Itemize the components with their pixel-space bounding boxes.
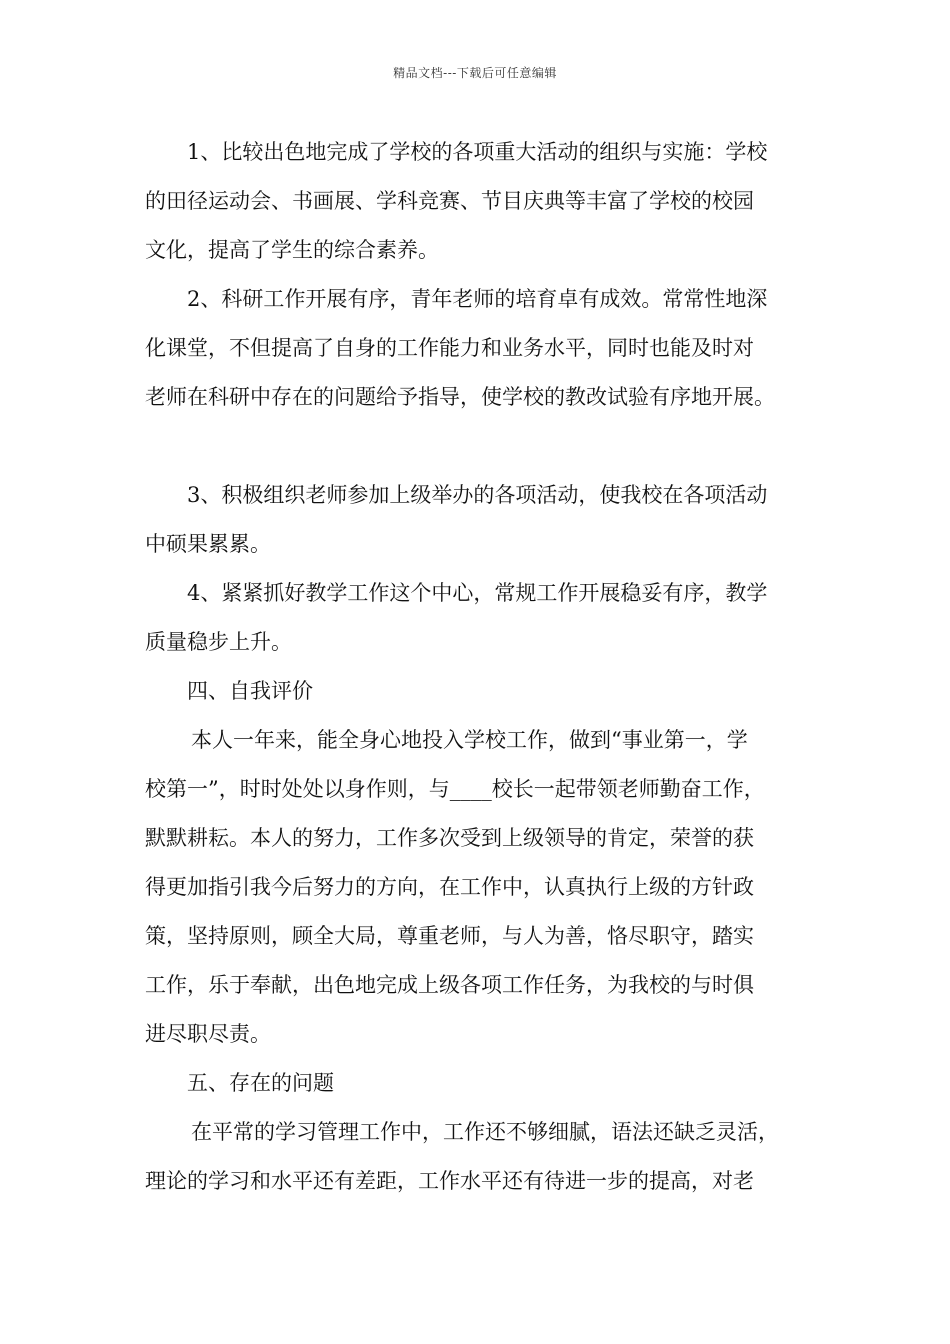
paragraph-line: 进尽职尽责。 — [145, 1022, 271, 1046]
paragraph-line: 本人一年来，能全身心地投入学校工作，做到“事业第一，学 — [191, 728, 748, 752]
paragraph-line: 中硕果累累。 — [145, 532, 271, 556]
paragraph-line: 校第一”，时时处处以身作则，与____校长一起带领老师勤奋工作， — [145, 777, 765, 801]
paragraph-line: 得更加指引我今后努力的方向，在工作中，认真执行上级的方针政 — [145, 875, 754, 899]
paragraph-line: 策，坚持原则，顾全大局，尊重老师，与人为善，恪尽职守，踏实 — [145, 924, 754, 948]
paragraph-line: 理论的学习和水平还有差距，工作水平还有待进一步的提高，对老 — [145, 1169, 754, 1193]
paragraph-line: 质量稳步上升。 — [145, 630, 292, 654]
paragraph-line: 在平常的学习管理工作中，工作还不够细腻，语法还缺乏灵活， — [191, 1120, 779, 1144]
document-body — [145, 128, 835, 1206]
paragraph-line: 4、紧紧抓好教学工作这个中心，常规工作开展稳妥有序，教学 — [187, 581, 768, 605]
paragraph-line: 化课堂，不但提高了自身的工作能力和业务水平，同时也能及时对 — [145, 336, 754, 360]
paragraph-line: 默默耕耘。本人的努力，工作多次受到上级领导的肯定，荣誉的获 — [145, 826, 754, 850]
page-header: 精品文档---下载后可任意编辑 — [393, 66, 557, 80]
section-heading-self-evaluation: 四、自我评价 — [187, 679, 313, 703]
paragraph-line: 文化，提高了学生的综合素养。 — [145, 238, 439, 262]
paragraph-line: 2、科研工作开展有序，青年老师的培育卓有成效。常常性地深 — [187, 287, 768, 311]
paragraph-line: 3、积极组织老师参加上级举办的各项活动，使我校在各项活动 — [187, 483, 768, 507]
paragraph-gap — [145, 422, 835, 471]
paragraph-line: 的田径运动会、书画展、学科竞赛、节目庆典等丰富了学校的校园 — [145, 189, 754, 213]
paragraph-line: 工作，乐于奉献，出色地完成上级各项工作任务，为我校的与时俱 — [145, 973, 754, 997]
paragraph-line: 1、比较出色地完成了学校的各项重大活动的组织与实施：学校 — [187, 140, 768, 164]
paragraph-line: 老师在科研中存在的问题给予指导，使学校的教改试验有序地开展。 — [145, 385, 775, 409]
section-heading-problems: 五、存在的问题 — [187, 1071, 334, 1095]
